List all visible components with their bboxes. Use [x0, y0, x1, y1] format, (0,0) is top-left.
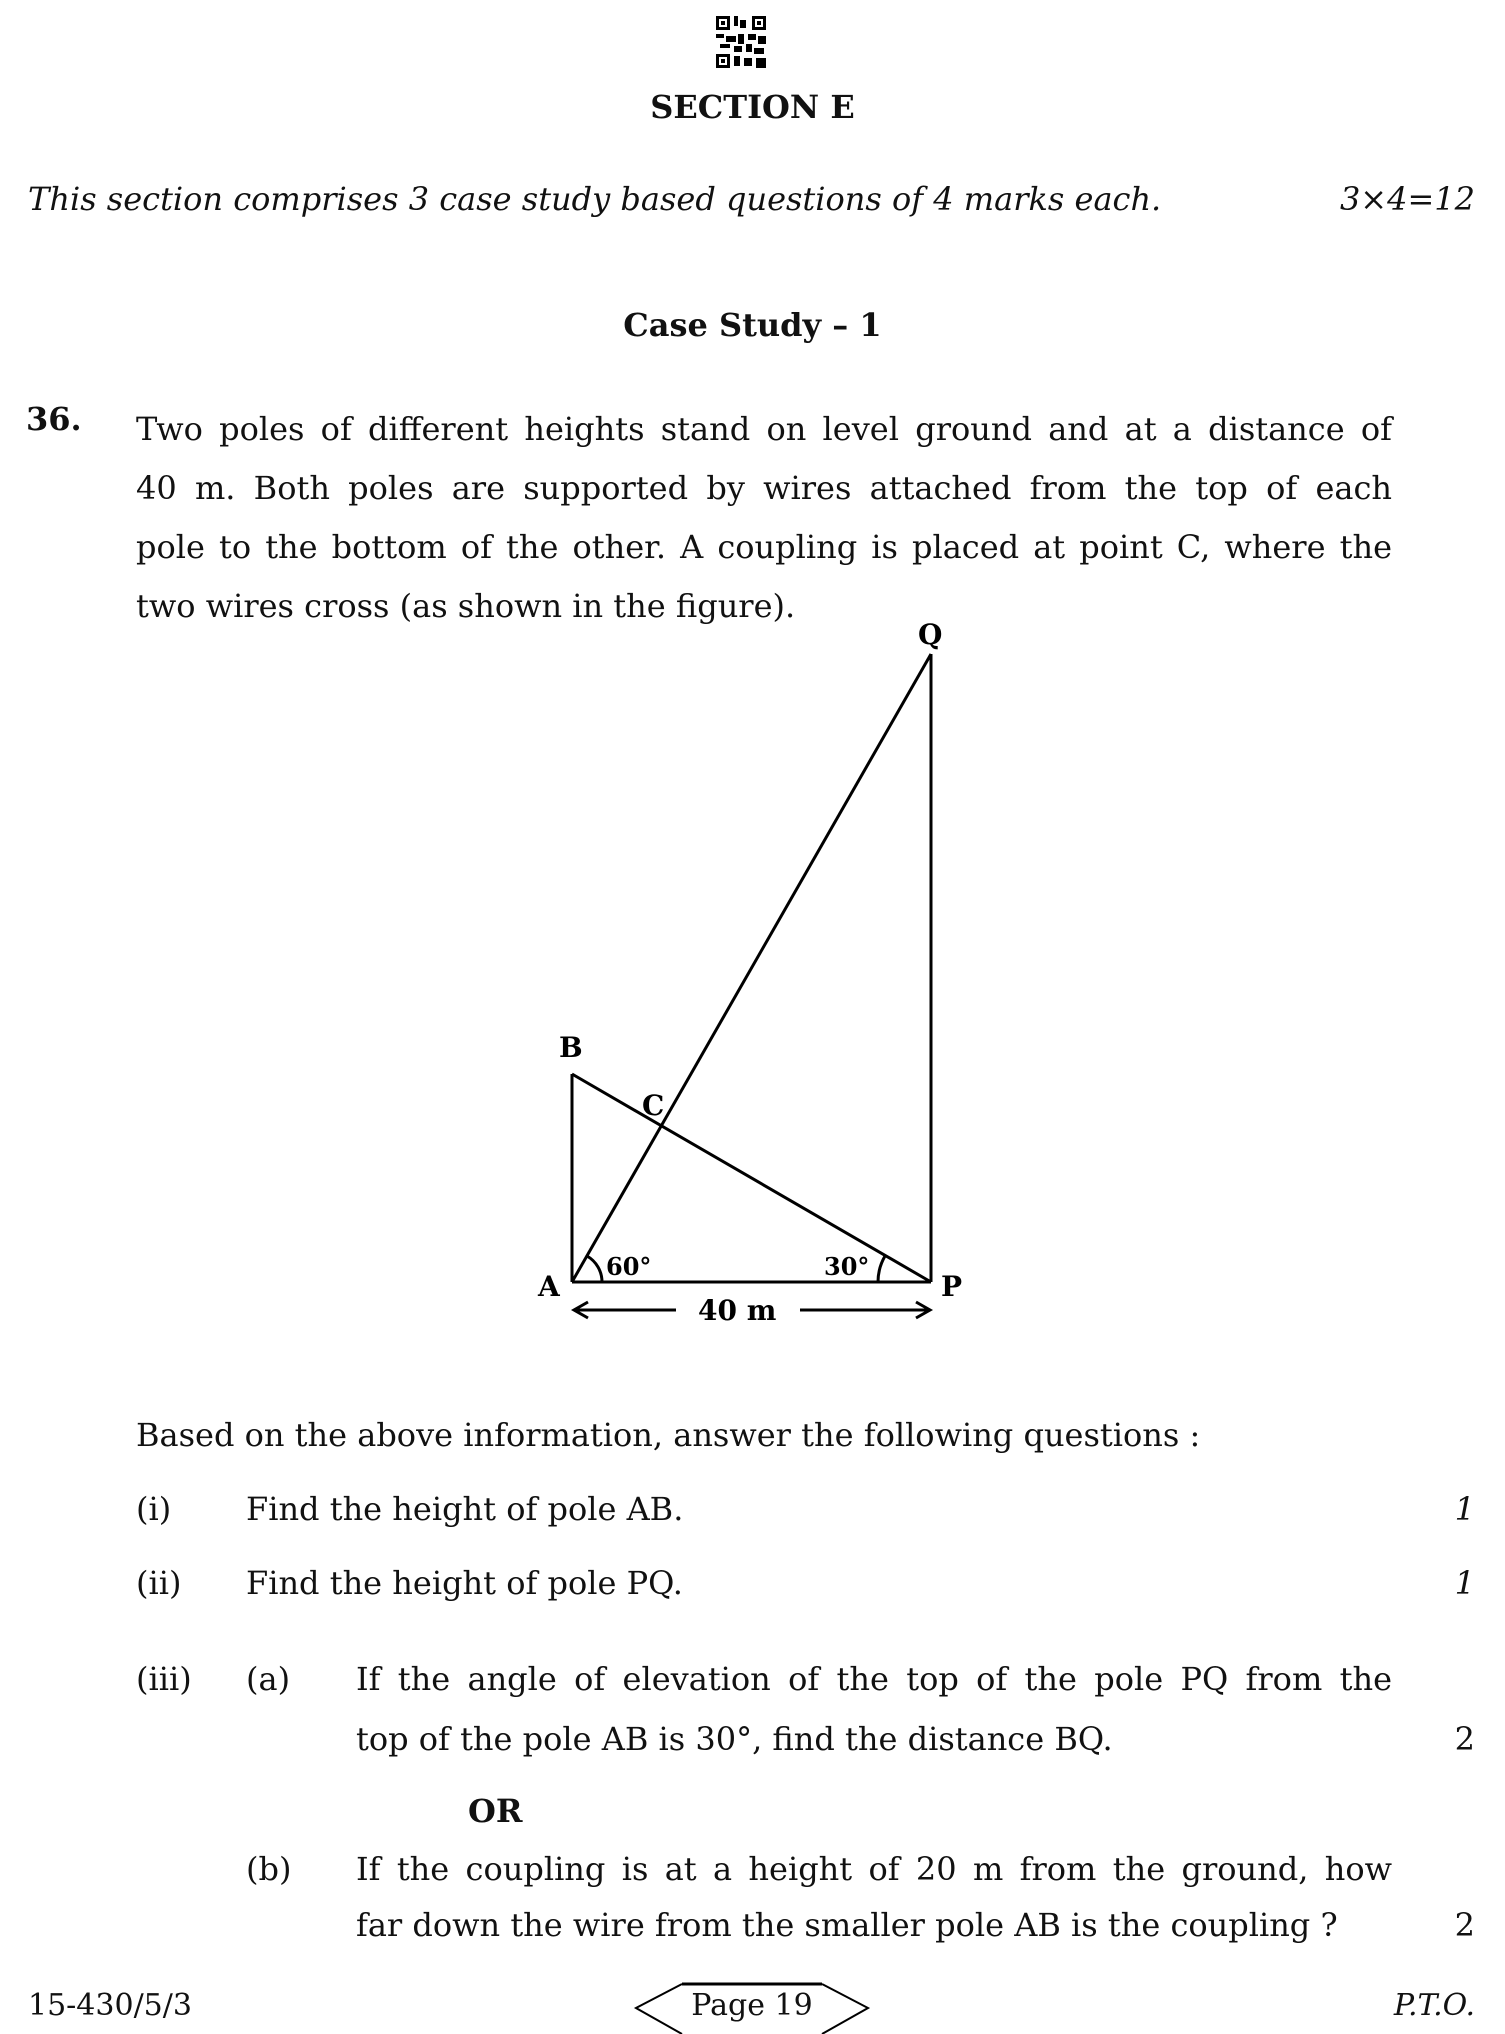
diagram-lines	[572, 654, 931, 1318]
question-text-line: Two poles of different heights stand on level ground and at a distance of	[136, 410, 1392, 448]
subquestion-label: (ii)	[136, 1564, 182, 1602]
question-text-line: 40 m. Both poles are supported by wires attached from the top of each	[136, 469, 1392, 507]
pto-label: P.T.O.	[1393, 1988, 1475, 2023]
subquestion-text: Find the height of pole AB.	[246, 1490, 684, 1528]
label-B: B	[559, 1031, 583, 1064]
question-text-line: pole to the bottom of the other. A coupling is placed at point C, where the	[136, 528, 1392, 566]
questions-intro: Based on the above information, answer the following questions :	[136, 1416, 1201, 1454]
marks-label: 2	[1454, 1720, 1475, 1758]
marks-label: 1	[1454, 1490, 1475, 1528]
angle-label-A: 60°	[606, 1252, 652, 1281]
label-Q: Q	[918, 618, 943, 651]
question-text-line: two wires cross (as shown in the figure).	[136, 587, 796, 625]
wire-BP	[572, 1074, 931, 1282]
or-separator: OR	[468, 1792, 523, 1830]
label-C: C	[642, 1089, 665, 1122]
option-b-text-line: If the coupling is at a height of 20 m from the ground, how	[356, 1850, 1392, 1888]
poles-diagram	[500, 610, 1000, 1330]
question-text	[136, 400, 1392, 636]
label-P: P	[941, 1270, 963, 1303]
angle-arc-A	[587, 1256, 602, 1282]
question-number: 36.	[26, 400, 82, 438]
subquestion-label: (iii)	[136, 1660, 192, 1698]
option-a-text-line: top of the pole AB is 30°, find the distance BQ.	[356, 1720, 1113, 1758]
distance-label: 40 m	[698, 1294, 777, 1327]
paper-code: 15-430/5/3	[28, 1988, 192, 2023]
case-study-title: Case Study – 1	[623, 306, 882, 344]
angle-arc-P	[878, 1256, 885, 1282]
wire-AQ	[572, 654, 931, 1282]
section-title: SECTION E	[650, 88, 855, 126]
section-marks: 3×4=12	[1339, 180, 1475, 218]
subquestion-text: Find the height of pole PQ.	[246, 1564, 683, 1602]
marks-label: 2	[1454, 1906, 1475, 1944]
subquestion-label: (i)	[136, 1490, 172, 1528]
option-b-text-line: far down the wire from the smaller pole AB is the coupling ?	[356, 1906, 1338, 1944]
label-A: A	[538, 1270, 560, 1303]
angle-label-P: 30°	[824, 1252, 870, 1281]
option-a-text-line: If the angle of elevation of the top of the pole PQ from the	[356, 1660, 1392, 1698]
option-label-b: (b)	[246, 1850, 292, 1888]
section-instructions: This section comprises 3 case study based questions of 4 marks each.	[28, 180, 1162, 218]
option-label-a: (a)	[246, 1660, 291, 1698]
marks-label: 1	[1454, 1564, 1475, 1602]
qr-code-icon	[716, 16, 766, 68]
page-number: Page 19	[691, 1988, 813, 2023]
